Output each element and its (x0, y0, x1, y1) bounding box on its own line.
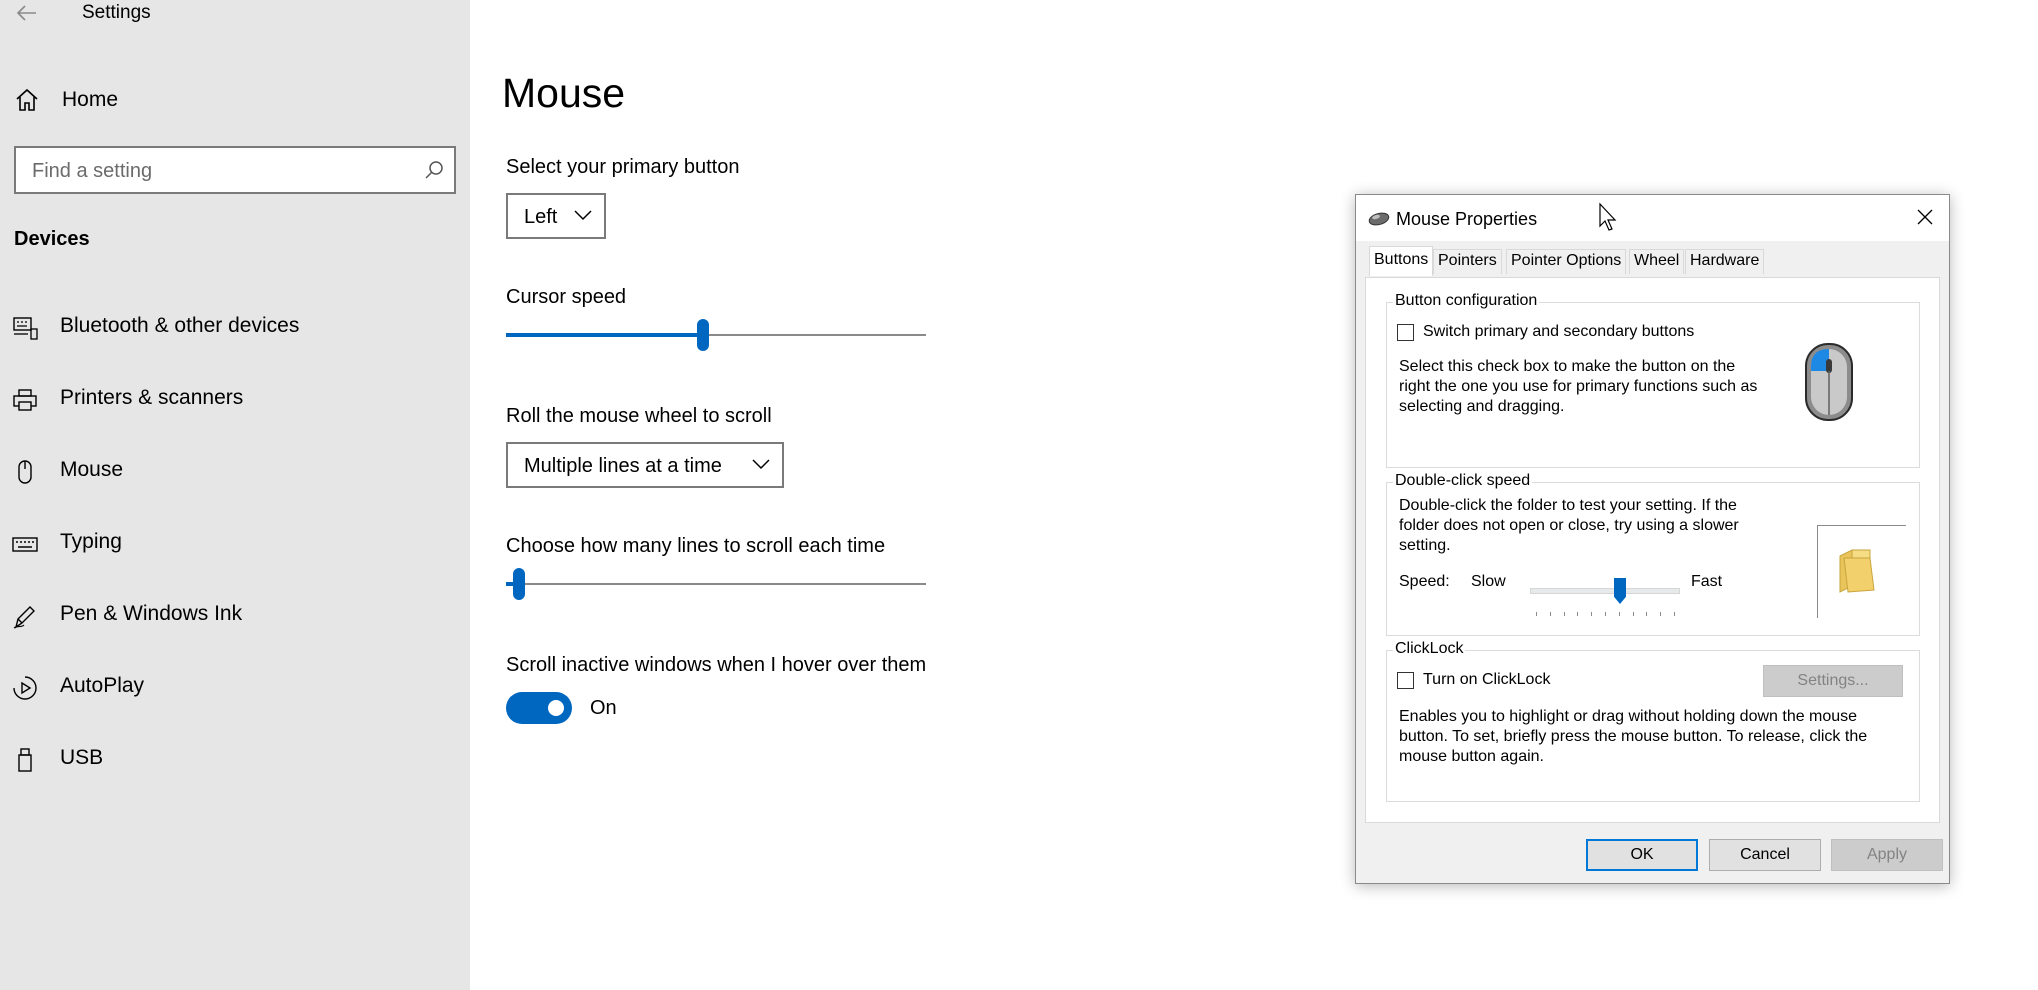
autoplay-icon (12, 675, 38, 701)
tab-hardware[interactable]: Hardware (1685, 249, 1764, 274)
double-click-description: Double-click the folder to test your setting. If the folder does not open or close, try using a slower setting. (1399, 497, 1739, 554)
double-click-speed-group (1386, 472, 1920, 636)
scroll-inactive-toggle[interactable] (506, 692, 572, 724)
search-icon[interactable] (424, 160, 444, 180)
sidebar-item-label: Printers & scanners (60, 386, 244, 409)
keyboard-icon (12, 531, 38, 557)
folder-icon[interactable] (1836, 546, 1878, 594)
switch-buttons-label[interactable]: Switch primary and secondary buttons (1423, 323, 1695, 340)
app-title: Settings (82, 2, 151, 23)
pen-icon (12, 603, 38, 629)
slider-thumb[interactable] (1614, 578, 1626, 604)
scroll-lines-slider[interactable] (506, 564, 926, 604)
switch-buttons-checkbox[interactable] (1397, 324, 1414, 341)
clicklock-description: Enables you to highlight or drag without holding down the mouse button. To set, briefly press the mouse button. To release, click the mouse button again. (1399, 708, 1868, 765)
primary-button-label: Select your primary button (506, 156, 740, 178)
slow-label: Slow (1471, 573, 1506, 590)
sidebar-item-usb[interactable] (0, 732, 470, 786)
group-title: ClickLock (1395, 640, 1464, 657)
tab-pointer-options[interactable]: Pointer Options (1506, 249, 1626, 274)
scroll-mode-label: Roll the mouse wheel to scroll (506, 405, 772, 427)
toggle-knob (548, 700, 564, 716)
double-click-speed-slider[interactable] (1530, 578, 1680, 618)
mouse-properties-dialog (1355, 194, 1950, 884)
button-config-description: Select this check box to make the button on the right the one you use for primary functions such as selecting and dragging. (1399, 358, 1758, 415)
printer-icon (12, 387, 38, 413)
slider-tick (1619, 612, 1620, 616)
fast-label: Fast (1691, 573, 1723, 590)
slider-tick (1633, 612, 1634, 616)
slider-tick (1577, 612, 1578, 616)
sidebar-item-label: Bluetooth & other devices (60, 314, 300, 337)
bluetooth-devices-icon (12, 315, 38, 341)
primary-button-dropdown[interactable] (506, 193, 606, 239)
tab-pointers[interactable]: Pointers (1433, 249, 1502, 274)
sidebar-item-label: AutoPlay (60, 674, 145, 697)
slider-tick (1536, 612, 1537, 616)
sidebar-item-autoplay[interactable] (0, 660, 470, 714)
clicklock-settings-button[interactable]: Settings... (1763, 665, 1903, 697)
mouse-icon (12, 459, 38, 485)
cursor-speed-label: Cursor speed (506, 286, 627, 308)
mouse-properties-icon (1368, 212, 1390, 226)
dialog-titlebar[interactable] (1356, 195, 1949, 241)
close-icon[interactable] (1915, 207, 1935, 227)
clicklock-checkbox[interactable] (1397, 672, 1414, 689)
tab-wheel[interactable]: Wheel (1629, 249, 1684, 274)
usb-icon (12, 747, 38, 773)
sidebar-item-label: Mouse (60, 458, 124, 481)
clicklock-label[interactable]: Turn on ClickLock (1423, 671, 1551, 688)
chevron-down-icon (752, 458, 770, 470)
page-title: Mouse (502, 70, 626, 116)
ok-button[interactable]: OK (1586, 839, 1698, 871)
group-title: Button configuration (1395, 292, 1538, 309)
cancel-button[interactable]: Cancel (1709, 839, 1821, 871)
back-arrow-icon[interactable] (14, 0, 38, 26)
speed-label: Speed: (1399, 573, 1450, 590)
sidebar-item-mouse[interactable] (0, 444, 470, 498)
tab-buttons[interactable]: Buttons (1369, 246, 1433, 276)
mouse-cursor-icon (1598, 202, 1620, 232)
sidebar-item-bluetooth[interactable] (0, 300, 470, 354)
slider-track (1530, 588, 1680, 594)
scroll-inactive-label: Scroll inactive windows when I hover over them (506, 654, 927, 676)
slider-tick (1605, 612, 1606, 616)
dialog-title: Mouse Properties (1396, 209, 1538, 229)
primary-button-value: Left (524, 206, 558, 228)
slider-fill (506, 333, 703, 337)
slider-tick (1660, 612, 1661, 616)
search-box[interactable] (14, 146, 456, 194)
slider-tick (1564, 612, 1565, 616)
apply-button[interactable]: Apply (1831, 839, 1943, 871)
cursor-speed-slider[interactable] (506, 315, 926, 355)
slider-tick (1674, 612, 1675, 616)
home-icon (14, 87, 40, 113)
nav-home[interactable] (14, 82, 454, 118)
group-title: Double-click speed (1395, 472, 1531, 489)
test-folder-area[interactable] (1817, 525, 1906, 618)
sidebar-item-label: Pen & Windows Ink (60, 602, 243, 625)
scroll-mode-dropdown[interactable] (506, 442, 784, 488)
scroll-mode-value: Multiple lines at a time (524, 455, 722, 477)
button-configuration-group (1386, 292, 1920, 468)
sidebar-item-typing[interactable] (0, 516, 470, 570)
slider-thumb[interactable] (513, 568, 525, 600)
sidebar-item-pen[interactable] (0, 588, 470, 642)
sidebar-item-label: USB (60, 746, 104, 769)
slider-track (506, 583, 926, 585)
toggle-state-label: On (590, 697, 617, 719)
sidebar-item-label: Typing (60, 530, 122, 553)
chevron-down-icon (574, 209, 592, 221)
slider-tick (1646, 612, 1647, 616)
nav-section-title: Devices (14, 228, 90, 250)
clicklock-group (1386, 640, 1920, 802)
sidebar-item-printers[interactable] (0, 372, 470, 426)
search-input[interactable] (30, 148, 404, 194)
settings-nav (0, 0, 470, 990)
slider-thumb[interactable] (697, 319, 709, 351)
buttons-tab-panel (1365, 277, 1940, 823)
scroll-lines-label: Choose how many lines to scroll each time (506, 535, 886, 557)
nav-home-label: Home (62, 88, 119, 111)
slider-tick (1591, 612, 1592, 616)
mouse-illustration-icon (1803, 341, 1855, 423)
slider-tick (1550, 612, 1551, 616)
